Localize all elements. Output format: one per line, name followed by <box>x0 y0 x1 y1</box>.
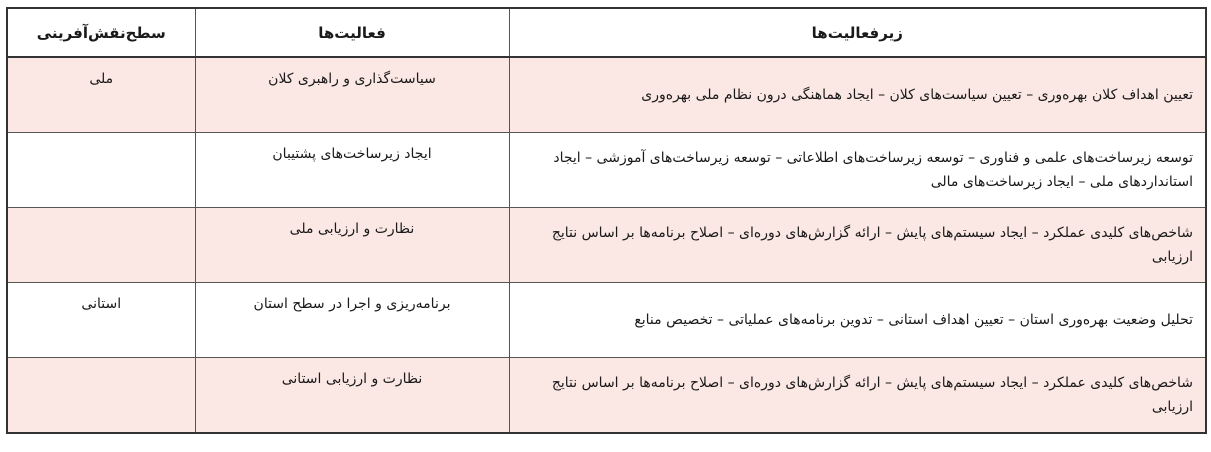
header-subactivities: زیرفعالیت‌ها <box>509 8 1206 57</box>
table-row <box>7 208 1206 283</box>
table-row <box>7 57 1206 133</box>
level-cell: ملی <box>7 57 195 133</box>
activities-table <box>6 7 1207 434</box>
subactivities-cell: تعیین اهداف کلان بهره‌وری – تعیین سیاست‌های کلان – ایجاد هماهنگی درون نظام ملی بهره‌وری <box>509 57 1206 133</box>
activity-cell: برنامه‌ریزی و اجرا در سطح استان <box>195 283 509 358</box>
subactivities-cell: تحلیل وضعیت بهره‌وری استان – تعیین اهداف استانی – تدوین برنامه‌های عملیاتی – تخصیص منابع <box>509 283 1206 358</box>
level-cell <box>7 358 195 434</box>
header-activities: فعالیت‌ها <box>195 8 509 57</box>
subactivities-cell: شاخص‌های کلیدی عملکرد – ایجاد سیستم‌های پایش – ارائه گزارش‌های دوره‌ای – اصلاح برنامه‌ها بر اساس نتایج ارزیابی <box>509 358 1206 434</box>
subactivities-cell: شاخص‌های کلیدی عملکرد – ایجاد سیستم‌های پایش – ارائه گزارش‌های دوره‌ای – اصلاح برنامه‌ها بر اساس نتایج ارزیابی <box>509 208 1206 283</box>
level-cell <box>7 133 195 208</box>
level-cell: استانی <box>7 283 195 358</box>
subactivities-cell: توسعه زیرساخت‌های علمی و فناوری – توسعه زیرساخت‌های اطلاعاتی – توسعه زیرساخت‌های آموزشی – ایجاد استانداردهای ملی – ایجاد زیرساخت‌های مالی <box>509 133 1206 208</box>
activity-cell: ایجاد زیرساخت‌های پشتیبان <box>195 133 509 208</box>
header-level: سطح‌نقش‌آفرینی <box>7 8 195 57</box>
table-header-row <box>7 8 1206 57</box>
activity-cell: نظارت و ارزیابی استانی <box>195 358 509 434</box>
activity-cell: سیاست‌گذاری و راهبری کلان <box>195 57 509 133</box>
level-cell <box>7 208 195 283</box>
table-row <box>7 283 1206 358</box>
activity-cell: نظارت و ارزیابی ملی <box>195 208 509 283</box>
table-row <box>7 133 1206 208</box>
table-row <box>7 358 1206 434</box>
